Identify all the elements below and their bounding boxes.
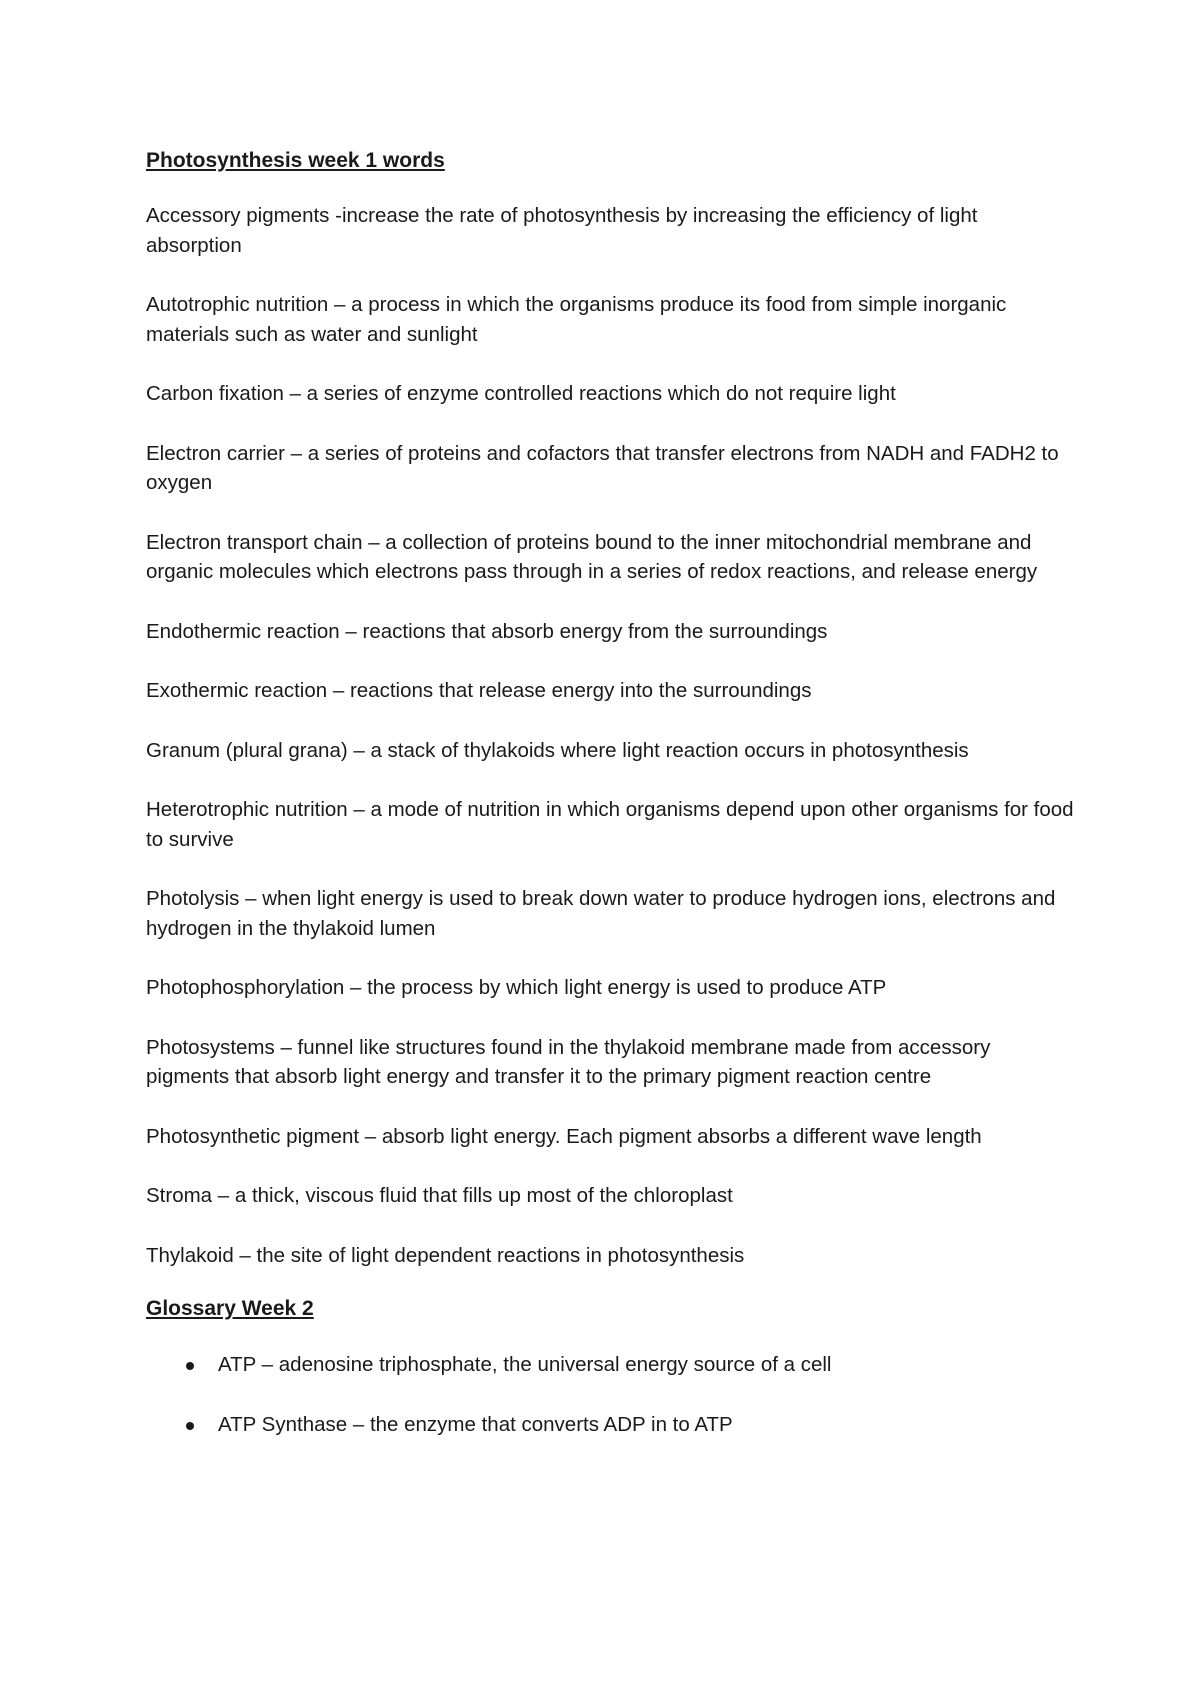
bullet-item xyxy=(146,1410,1076,1440)
glossary-entry: Autotrophic nutrition – a process in which the organisms produce its food from simple inorganic materials such as water and sunlight xyxy=(146,293,1007,346)
week1-entry-list xyxy=(146,201,1076,1270)
bullet-text: ATP Synthase – the enzyme that converts ADP in to ATP xyxy=(218,1412,733,1436)
glossary-entry: Photolysis – when light energy is used to break down water to produce hydrogen ions, electrons and hydrogen in the thylakoid lumen xyxy=(146,887,1056,940)
glossary-entry: Endothermic reaction – reactions that absorb energy from the surroundings xyxy=(146,619,828,643)
week2-heading: Glossary Week 2 xyxy=(146,1297,314,1320)
glossary-entry: Accessory pigments -increase the rate of photosynthesis by increasing the efficiency of light absorption xyxy=(146,204,978,257)
bullet-icon xyxy=(186,1422,194,1430)
glossary-entry: Electron transport chain – a collection of proteins bound to the inner mitochondrial membrane and organic molecules which electrons pass through in a series of redox reactions, and release energy xyxy=(146,530,1038,583)
document-page xyxy=(146,146,1076,1469)
glossary-entry: Photophosphorylation – the process by which light energy is used to produce ATP xyxy=(146,976,887,999)
bullet-text: ATP – adenosine triphosphate, the universal energy source of a cell xyxy=(218,1353,832,1376)
glossary-entry: Photosynthetic pigment – absorb light energy. Each pigment absorbs a different wave length xyxy=(146,1124,982,1148)
bullet-icon xyxy=(186,1362,194,1370)
glossary-entry: Exothermic reaction – reactions that release energy into the surroundings xyxy=(146,679,812,702)
glossary-entry: Photosystems – funnel like structures found in the thylakoid membrane made from accessory pigments that absorb light energy and transfer it to the primary pigment reaction centre xyxy=(146,1035,991,1088)
glossary-entry: Electron carrier – a series of proteins and cofactors that transfer electrons from NADH and FADH2 to oxygen xyxy=(146,441,1059,494)
glossary-entry: Heterotrophic nutrition – a mode of nutrition in which organisms depend upon other organisms for food to survive xyxy=(146,798,1074,851)
glossary-entry: Carbon fixation – a series of enzyme controlled reactions which do not require light xyxy=(146,382,896,405)
glossary-entry: Stroma – a thick, viscous fluid that fills up most of the chloroplast xyxy=(146,1184,733,1207)
week1-heading: Photosynthesis week 1 words xyxy=(146,149,445,172)
bullet-item xyxy=(146,1350,1076,1380)
glossary-entry: Thylakoid – the site of light dependent reactions in photosynthesis xyxy=(146,1243,745,1267)
glossary-entry: Granum (plural grana) – a stack of thylakoids where light reaction occurs in photosynthesis xyxy=(146,738,969,762)
week2-bullet-list xyxy=(146,1350,1076,1439)
